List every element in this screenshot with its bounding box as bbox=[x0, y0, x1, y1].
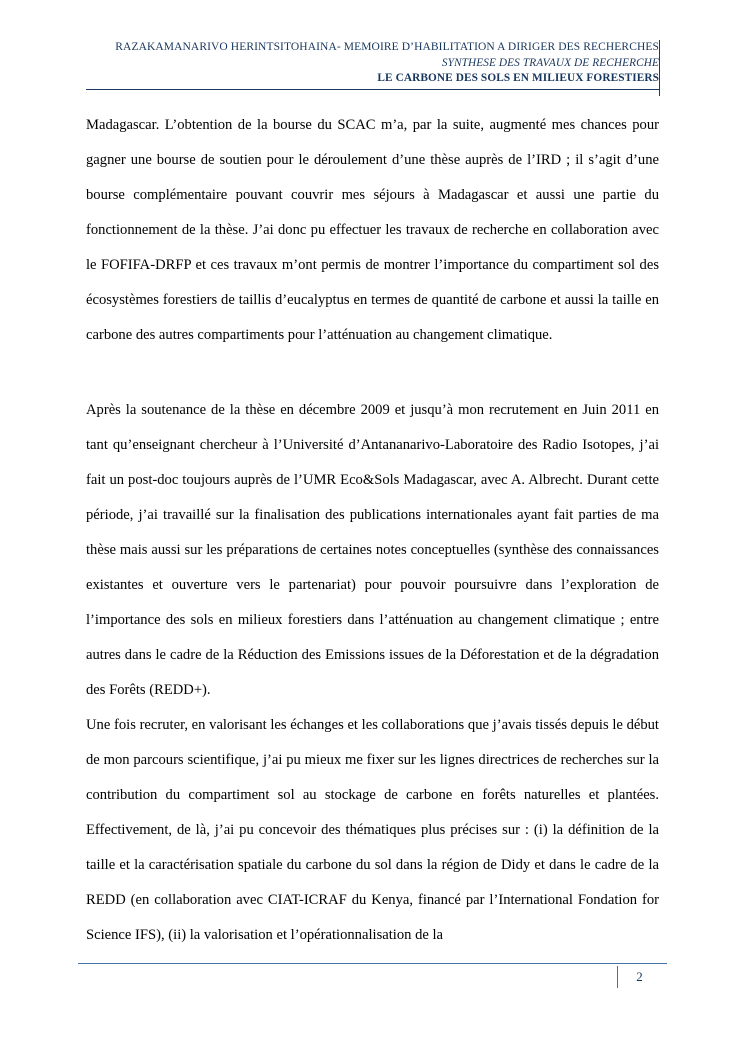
paragraph-3: Une fois recruter, en valorisant les échanges et les collaborations que j’avais tissés depuis le début de mon parcours scientifique, j’ai pu mieux me fixer sur les lignes directrices de recherches sur la contribution du compartiment sol au stockage de carbone en forêts naturelles et plantées. Effectivement, de là, j’ai pu concevoir des thématiques plus précises sur : (i) la définition de la taille et la caractérisation spatiale du carbone du sol dans la région de Didy et dans le cadre de la REDD (en collaboration avec CIAT-ICRAF du Kenya, financé par l’International Fondation for Science IFS), (ii) la valorisation et l’opérationnalisation de la bbox=[86, 717, 659, 943]
paragraph-2: Après la soutenance de la thèse en décembre 2009 et jusqu’à mon recrutement en Juin 2011 en tant qu’enseignant chercheur à l’Université d’Antananarivo-Laboratoire des Radio Isotopes, j’ai fait un post-doc toujours auprès de l’UMR Eco&Sols Madagascar, avec A. Albrecht. Durant cette période, j’ai travaillé sur la finalisation des publications internationales ayant fait parties de ma thèse mais aussi sur les préparations de certaines notes conceptuelles (synthèse des connaissances existantes et ouverture vers le partenariat) pour pouvoir poursuivre dans l’exploration de l’importance des sols en milieux forestiers dans l’atténuation au changement climatique ; entre autres dans le cadre de la Réduction des Emissions issues de la Déforestation et de la dégradation des Forêts (REDD+). bbox=[86, 402, 659, 698]
footer-divider bbox=[78, 963, 667, 964]
paragraph-1: Madagascar. L’obtention de la bourse du SCAC m’a, par la suite, augmenté mes chances pour gagner une bourse de soutien pour le déroulement d’une thèse auprès de l’IRD ; il s’agit d’une bourse complémentaire pouvant couvrir mes séjours à Madagascar et aussi une partie du fonctionnement de la thèse. J’ai donc pu effectuer les travaux de recherche en collaboration avec le FOFIFA-DRFP et ces travaux m’ont permis de montrer l’importance du compartiment sol des écosystèmes forestiers de taillis d’eucalyptus en termes de quantité de carbone et aussi la taille en carbone des autres compartiments pour l’atténuation au changement climatique. bbox=[86, 117, 659, 343]
page-number: 2 bbox=[636, 969, 643, 984]
document-body bbox=[86, 108, 659, 953]
page-number-container bbox=[617, 966, 661, 988]
header-line-section: LE CARBONE DES SOLS EN MILIEUX FORESTIERS bbox=[377, 72, 659, 84]
header-line-subtitle: SYNTHESE DES TRAVAUX DE RECHERCHE bbox=[441, 56, 659, 69]
header-line-author-title: RAZAKAMANARIVO HERINTSITOHAINA- MEMOIRE D’HABILITATION A DIRIGER DES RECHERCHES bbox=[115, 41, 659, 53]
page-header bbox=[86, 40, 659, 90]
header-vertical-rule bbox=[659, 40, 660, 96]
